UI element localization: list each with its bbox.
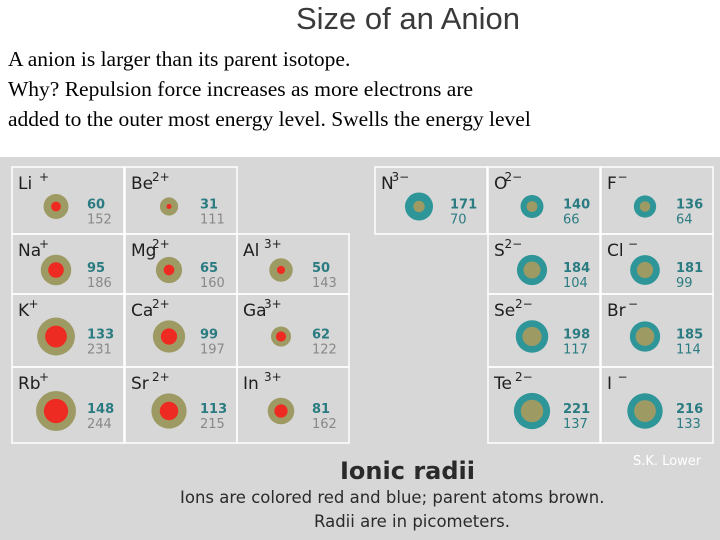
parent-atom-circle — [522, 327, 541, 346]
ion-radius-value: 60 — [87, 197, 106, 213]
ion-radius-value: 140 — [563, 197, 591, 213]
ion-radius-value: 181 — [676, 261, 704, 276]
ion-charge: − — [628, 297, 639, 311]
ion-symbol: N — [381, 174, 394, 194]
cation-cell-ca — [125, 294, 237, 367]
ion-radius-value: 148 — [87, 402, 115, 417]
parent-radius-value: 64 — [676, 212, 693, 228]
ion-symbol: I — [607, 374, 613, 394]
ion-radius-value: 216 — [676, 402, 704, 417]
anion-cell-i — [601, 367, 713, 443]
parent-atom-circle — [636, 327, 655, 346]
parent-radius-value: 114 — [676, 342, 701, 358]
cation-circle — [45, 326, 67, 348]
parent-radius-value: 186 — [87, 276, 112, 291]
figure-caption-line-2: Radii are in picometers. — [314, 512, 511, 531]
ion-radius-value: 221 — [563, 402, 591, 417]
parent-radius-value: 160 — [200, 276, 225, 291]
ion-radius-value: 184 — [563, 261, 591, 276]
ion-symbol: Cl — [607, 241, 624, 261]
parent-atom-circle — [523, 261, 540, 278]
ion-symbol: Na — [18, 241, 42, 261]
parent-radius-value: 244 — [87, 417, 112, 432]
ion-symbol: Mg — [131, 241, 157, 261]
ion-symbol: Te — [494, 374, 512, 394]
ion-charge: 3+ — [264, 237, 282, 251]
parent-atom-circle — [640, 201, 650, 211]
ion-charge: + — [39, 170, 50, 184]
cation-circle — [48, 262, 64, 278]
cation-cell-k — [12, 294, 124, 367]
ion-charge: 3+ — [264, 370, 282, 384]
body-line-3: added to the outer most energy level. Swells the energy level — [8, 107, 531, 131]
ion-charge: 2− — [504, 170, 523, 184]
ion-radius-value: 81 — [312, 402, 331, 417]
ionic-radii-diagram — [0, 157, 720, 540]
figure-heading: Ionic radii — [340, 457, 475, 485]
cation-cell-be — [125, 167, 237, 234]
figure-credit: S.K. Lower — [633, 454, 702, 469]
ion-charge: 2− — [515, 297, 533, 311]
ion-radius-value: 171 — [450, 197, 478, 213]
ion-symbol: In — [243, 374, 259, 394]
anion-cell-o — [488, 167, 600, 234]
parent-atom-circle — [413, 201, 424, 212]
anion-cell-se — [488, 294, 600, 367]
parent-atom-circle — [637, 262, 653, 278]
ion-radius-value: 62 — [312, 327, 331, 343]
ion-radius-value: 99 — [200, 327, 219, 343]
ion-charge: 3− — [391, 170, 410, 184]
parent-radius-value: 104 — [563, 276, 588, 291]
ion-symbol: Be — [131, 174, 154, 194]
parent-radius-value: 122 — [312, 342, 337, 358]
ion-charge: − — [628, 237, 639, 251]
cation-circle — [161, 328, 177, 344]
cation-cell-rb — [12, 367, 124, 443]
parent-radius-value: 111 — [200, 212, 225, 228]
cation-cell-mg — [125, 234, 237, 294]
anion-cell-f — [601, 167, 713, 234]
ion-symbol: Ga — [243, 301, 267, 321]
ion-charge: − — [617, 170, 628, 184]
anion-cell-br — [601, 294, 713, 367]
cation-circle — [51, 202, 61, 212]
cation-circle — [166, 204, 171, 209]
ion-charge: 2+ — [152, 370, 170, 384]
cation-circle — [276, 331, 286, 341]
parent-atom-circle — [521, 400, 543, 422]
ion-symbol: O — [494, 174, 508, 194]
ion-symbol: Br — [607, 301, 626, 321]
cation-circle — [274, 404, 287, 417]
ion-charge: 2+ — [152, 237, 170, 251]
parent-radius-value: 152 — [87, 212, 112, 228]
ion-radius-value: 136 — [676, 197, 704, 213]
cation-cell-sr — [125, 367, 237, 443]
ion-charge: 2− — [515, 370, 533, 384]
ion-radius-value: 65 — [200, 261, 219, 276]
ion-charge: 3+ — [264, 297, 282, 311]
parent-radius-value: 143 — [312, 276, 337, 291]
cation-circle — [164, 265, 175, 276]
anion-cell-n — [375, 167, 487, 234]
cation-circle — [160, 402, 179, 421]
ion-charge: 2+ — [152, 170, 170, 184]
parent-radius-value: 215 — [200, 417, 225, 432]
ion-symbol: Al — [243, 241, 260, 261]
parent-radius-value: 99 — [676, 276, 693, 291]
ionic-radii-figure — [0, 157, 720, 540]
parent-radius-value: 162 — [312, 417, 337, 432]
ion-radius-value: 113 — [200, 402, 228, 417]
ion-radius-value: 50 — [312, 261, 331, 276]
parent-radius-value: 231 — [87, 342, 112, 358]
ion-symbol: Rb — [18, 374, 41, 394]
cation-cell-na — [12, 234, 124, 294]
cation-circle — [44, 399, 68, 423]
ion-charge: + — [28, 297, 39, 311]
slide-body — [8, 44, 720, 134]
cation-cell-li — [12, 167, 124, 234]
ion-radius-value: 185 — [676, 327, 704, 343]
ion-radius-value: 133 — [87, 327, 115, 343]
ion-symbol: K — [18, 301, 30, 321]
parent-radius-value: 133 — [676, 417, 701, 432]
parent-radius-value: 197 — [200, 342, 225, 358]
parent-radius-value: 117 — [563, 342, 588, 358]
cation-cell-al — [237, 234, 349, 294]
parent-atom-circle — [527, 201, 538, 212]
slide-title: Size of an Anion — [295, 1, 521, 36]
figure-caption-line-1: Ions are colored red and blue; parent atoms brown. — [180, 488, 605, 507]
ion-radius-value: 198 — [563, 327, 591, 343]
cation-circle — [277, 266, 285, 274]
ion-radius-value: 31 — [200, 197, 219, 213]
parent-radius-value: 70 — [450, 212, 467, 228]
ion-symbol: Ca — [131, 301, 154, 321]
anion-cell-s — [488, 234, 600, 294]
ion-charge: 2− — [504, 237, 523, 251]
ion-symbol: Se — [494, 301, 516, 321]
ion-charge: 2+ — [152, 297, 170, 311]
ion-symbol: S — [494, 241, 505, 261]
body-line-1: A anion is larger than its parent isotope. — [8, 47, 351, 71]
ion-charge: + — [39, 370, 50, 384]
parent-atom-circle — [634, 400, 656, 422]
anion-cell-cl — [601, 234, 713, 294]
ion-symbol: Li — [18, 174, 33, 194]
ion-symbol: Sr — [131, 374, 149, 394]
parent-radius-value: 137 — [563, 417, 588, 432]
anion-cell-te — [488, 367, 600, 443]
ion-charge: − — [617, 370, 628, 384]
parent-radius-value: 66 — [563, 212, 580, 228]
ion-symbol: F — [607, 174, 617, 194]
cation-cell-ga — [237, 294, 349, 367]
ion-charge: + — [39, 237, 50, 251]
ion-radius-value: 95 — [87, 261, 106, 276]
cation-cell-in — [237, 367, 349, 443]
body-line-2: Why? Repulsion force increases as more electrons are — [8, 77, 474, 101]
